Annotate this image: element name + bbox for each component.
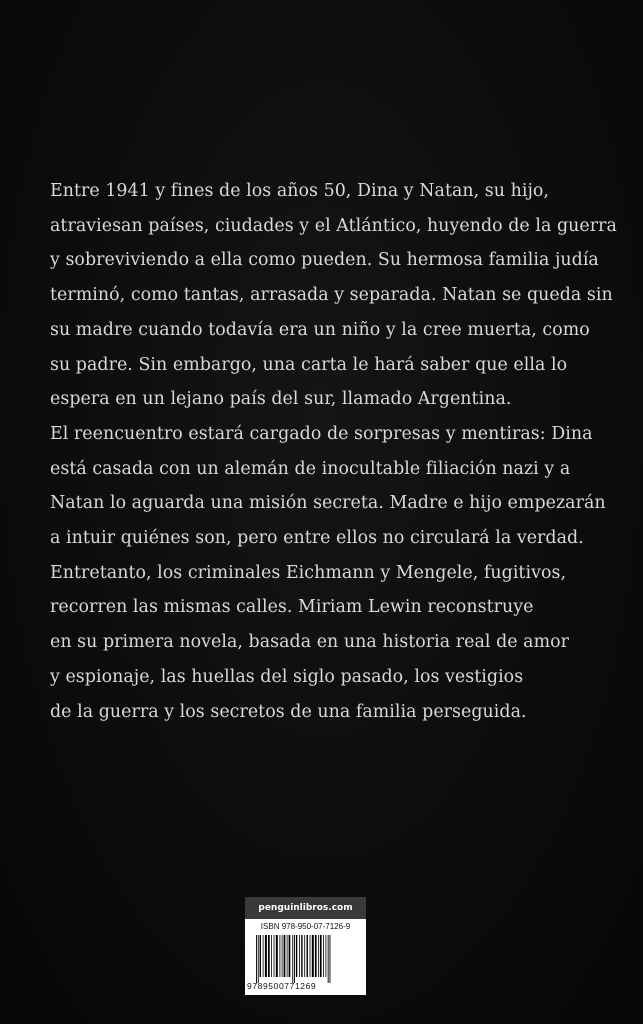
synopsis-line: atraviesan países, ciudades y el Atlántico, huyendo de la guerra (50, 215, 617, 236)
barcode-bar (326, 935, 327, 977)
synopsis-line: de la guerra y los secretos de una familia perseguida. (50, 701, 527, 722)
synopsis-line: espera en un lejano país del sur, llamado Argentina. (50, 389, 512, 410)
synopsis-line: terminó, como tantas, arrasada y separada. Natan se queda sin (50, 285, 613, 306)
barcode-bar (304, 935, 305, 977)
barcode-bar (271, 935, 272, 977)
synopsis-text (50, 174, 617, 729)
barcode-panel (245, 897, 366, 995)
isbn-label: ISBN 978-950-07-7126-9 (260, 922, 351, 931)
synopsis-line: está casada con un alemán de inocultable filiación nazi y a (50, 458, 571, 479)
barcode-bar (307, 935, 308, 977)
barcode-bar (296, 935, 297, 977)
synopsis-line: y sobreviviendo a ella como pueden. Su hermosa familia judía (50, 250, 599, 271)
barcode-bar (323, 935, 324, 977)
synopsis-line: El reencuentro estará cargado de sorpresas y mentiras: Dina (50, 423, 593, 444)
publisher-url: penguinlibros.com (245, 897, 366, 919)
barcode-bar (265, 935, 267, 977)
synopsis-line: recorren las mismas calles. Miriam Lewin reconstruye (50, 597, 534, 618)
barcode-bar (330, 935, 331, 983)
barcode-bar (287, 935, 288, 977)
synopsis-line: y espionaje, las huellas del siglo pasado, los vestigios (50, 666, 524, 687)
barcode-bar (328, 935, 329, 983)
barcode-bar (256, 935, 257, 983)
synopsis-line: en su primera novela, basada en una historia real de amor (50, 632, 570, 653)
synopsis-line: su madre cuando todavía era un niño y la cree muerta, como (50, 319, 590, 340)
barcode-bar (276, 935, 278, 977)
synopsis-line: Natan lo aguarda una misión secreta. Madre e hijo empezarán (50, 493, 606, 514)
barcode-bar (260, 935, 261, 977)
barcode-bar (280, 935, 281, 977)
barcode-bar (268, 935, 270, 977)
barcode-bar (294, 935, 295, 983)
synopsis-line: Entretanto, los criminales Eichmann y Mengele, fugitivos, (50, 562, 567, 583)
barcode-bar (315, 935, 317, 977)
barcode-bar (274, 935, 275, 977)
barcode-bar (263, 935, 264, 977)
barcode-bar (318, 935, 319, 977)
barcode-bar (312, 935, 314, 977)
barcode-bar (292, 935, 293, 983)
barcode-bar (320, 935, 322, 977)
synopsis-line: su padre. Sin embargo, una carta le hará saber que ella lo (50, 354, 568, 375)
barcode-bars (252, 935, 362, 983)
ean-digits: 9789500771269 (247, 981, 317, 991)
barcode-bar (299, 935, 300, 977)
synopsis-line: a intuir quiénes son, pero entre ellos no circulará la verdad. (50, 528, 584, 549)
barcode-bar (282, 935, 283, 977)
synopsis-line: Entre 1941 y fines de los años 50, Dina y Natan, su hijo, (50, 181, 550, 201)
barcode-bar (310, 935, 311, 977)
barcode-bar (284, 935, 286, 977)
barcode-bar (289, 935, 291, 977)
barcode-bar (258, 935, 259, 983)
barcode-bar (301, 935, 302, 977)
